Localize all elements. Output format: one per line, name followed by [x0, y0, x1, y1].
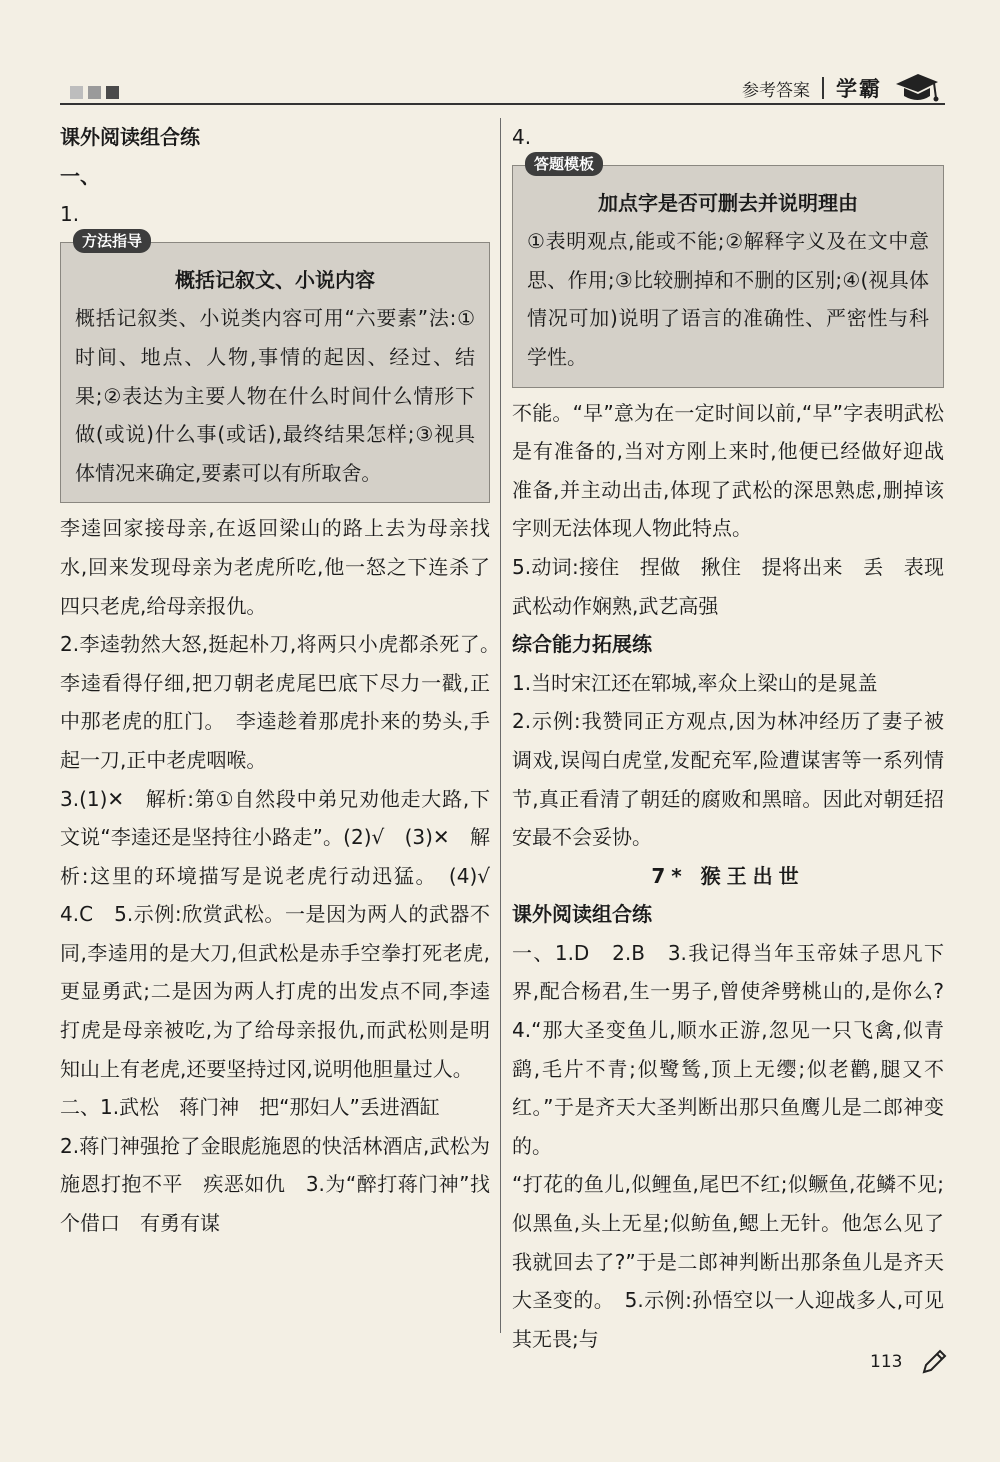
header-separator — [822, 77, 824, 99]
method-guide-body: 概括记叙类、小说类内容可用“六要素”法:①时间、地点、人物,事情的起因、经过、结果;②表达为主要人物在什么时间什么情形下做(或说)什么事(或话),最终结果怎样;③视具体情况来确定,要素可以有所取舍。 — [75, 306, 475, 485]
section-3-title: 课外阅读组合练 — [512, 902, 652, 927]
section-2-title: 综合能力拓展练 — [512, 632, 652, 657]
right-column — [512, 118, 964, 1358]
answer-1: 李逵回家接母亲,在返回梁山的路上去为母亲找水,回来发现母亲为老虎所吃,他一怒之下连杀了四只老虎,给母亲报仇。 — [60, 516, 490, 618]
answer-2: 2.李逵勃然大怒,挺起朴刀,将两只小虎都杀死了。 李逵看得仔细,把刀朝老虎尾巴底下尽力一戳,正中那老虎的肛门。 李逵趁着那虎扑来的势头,手起一刀,正中老虎咽喉。 — [60, 632, 510, 772]
header-rule — [60, 103, 945, 105]
pencil-icon — [920, 1348, 948, 1376]
answer-3: 3.(1)✕ 解析:第①自然段中弟兄劝他走大路,下文说“李逵还是坚持往小路走”。(2)√ (3)✕ 解析:这里的环境描写是说老虎行动迅猛。 (4)√ 4.C 5.示例:欣赏武松。一是因为两人的武器不同,李逵用的是大刀,但武松是赤手空拳打死老虎,更显勇武;二是因为两人打虎的出发点不同,李逵打虎是母亲被吃,为了给母亲报仇,而武松则是明知山上有老虎,还要坚持过冈,说明他胆量过人。 — [60, 786, 510, 1081]
comprehensive-answer-1: 1.当时宋江还在郓城,率众上梁山的是晁盖 — [512, 670, 878, 695]
left-column — [60, 118, 510, 1243]
answer-template-body: ①表明观点,能或不能;②解释字义及在文中意思、作用;③比较删掉和不删的区别;④(视具体情况可加)说明了语言的准确性、严密性与科学性。 — [527, 229, 929, 369]
header-answers-label: 参考答案 — [742, 80, 810, 101]
header-brand: 学霸 — [836, 77, 882, 101]
answer-template-title: 加点字是否可删去并说明理由 — [598, 190, 858, 215]
lesson-answer-2: “打花的鱼儿,似鲤鱼,尾巴不红;似鳜鱼,花鳞不见;似黑鱼,头上无星;似鲂鱼,鳃上无针。他怎么见了我就回去了?”于是二郎神判断出那条鱼儿是齐天大圣变的。 5.示例:孙悟空以一人迎战多人,可见其无畏;与 — [512, 1172, 944, 1351]
part-two-answer-2: 2.蒋门神强抢了金眼彪施恩的快活林酒店,武松为施恩打抱不平 疾恶如仇 3.为“醉打蒋门神”找个借口 有勇有谋 — [60, 1133, 490, 1236]
method-guide-box — [60, 231, 490, 504]
question-1-label: 1. — [60, 202, 80, 227]
graduation-cap-icon — [894, 70, 940, 106]
section-title: 课外阅读组合练 — [60, 125, 200, 149]
header-right — [742, 70, 940, 106]
header-decor-squares — [70, 86, 119, 99]
answer-4: 不能。“早”意为在一定时间以前,“早”字表明武松是有准备的,当对方刚上来时,他便已经做好迎战准备,并主动出击,体现了武松的深思熟虑,删掉该字则无法体现人物此特点。 — [512, 400, 944, 541]
answer-template-box — [512, 154, 944, 388]
page-number: 113 — [870, 1352, 903, 1372]
question-4-label: 4. — [512, 125, 532, 149]
answer-template-tag: 答题模板 — [525, 152, 603, 176]
lesson-title: 7* 猴王出世 — [651, 863, 805, 888]
method-guide-tag: 方法指导 — [73, 229, 151, 253]
comprehensive-answer-2: 2.示例:我赞同正方观点,因为林冲经历了妻子被调戏,误闯白虎堂,发配充军,险遭谋害等一系列情节,真正看清了朝廷的腐败和黑暗。因此对朝廷招安最不会妥协。 — [512, 709, 944, 850]
answer-5: 5.动词:接住 捏做 揪住 提将出来 丢 表现武松动作娴熟,武艺高强 — [512, 554, 944, 618]
part-two-answer-1: 二、1.武松 蒋门神 把“那妇人”丢进酒缸 — [60, 1095, 440, 1120]
page-header — [0, 0, 1000, 110]
lesson-answer-1: 一、1.D 2.B 3.我记得当年玉帝妹子思凡下界,配合杨君,生一男子,曾使斧劈桃山的,是你么? 4.“那大圣变鱼儿,顺水正游,忽见一只飞禽,似青鹞,毛片不青;似鹭鸶,顶上无缨;似老鹳,腿又不红。”于是齐天大圣判断出那只鱼鹰儿是二郎神变的。 — [512, 940, 964, 1158]
part-one-label: 一、 — [60, 163, 100, 188]
column-divider — [500, 118, 501, 1333]
method-guide-title: 概括记叙文、小说内容 — [175, 267, 375, 292]
